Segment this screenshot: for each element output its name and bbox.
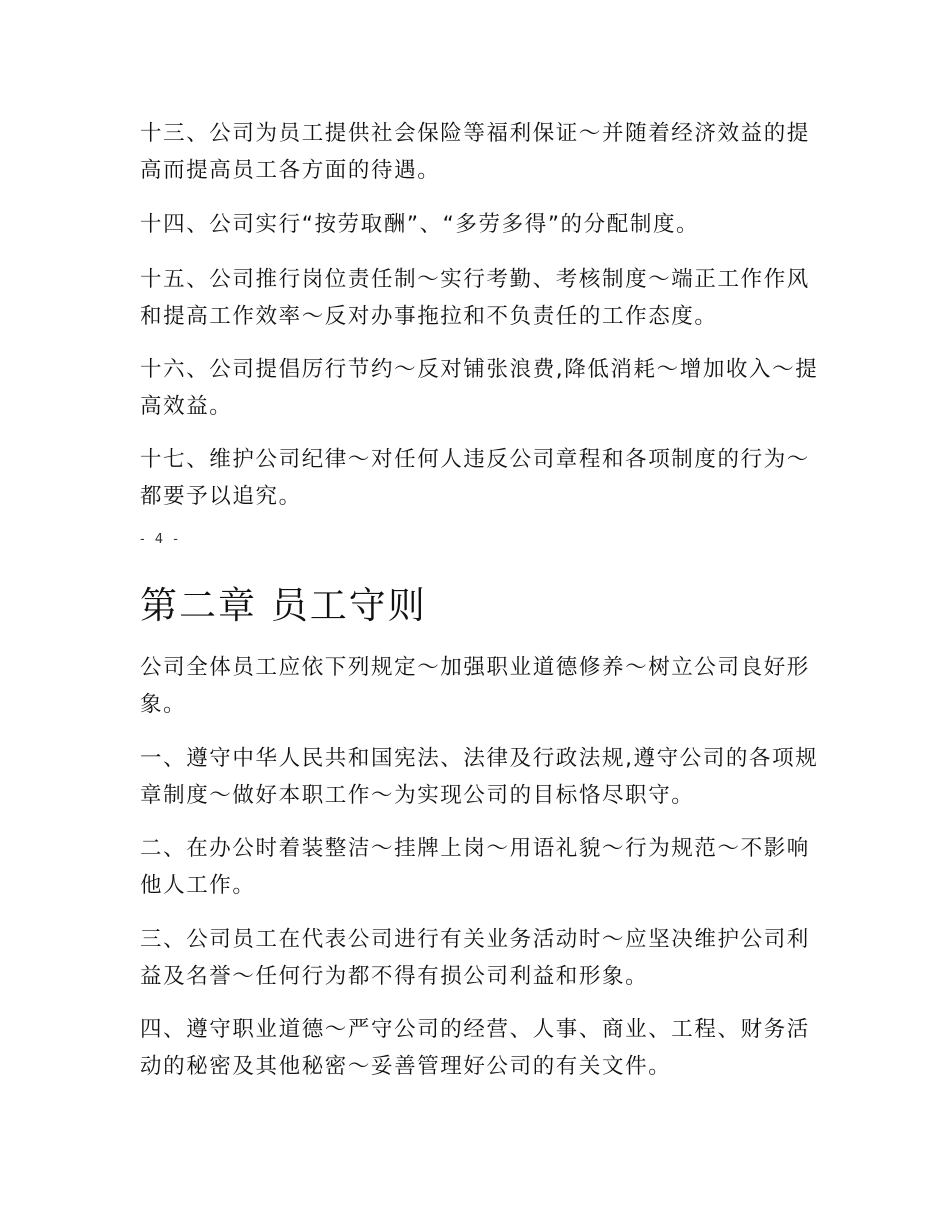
- rule-item-1: 一、遵守中华人民共和国宪法、法律及行政法规,遵守公司的各项规章制度～做好本职工作～为实现公司的目标恪尽职守。: [140, 746, 819, 808]
- chapter-title: 第二章 员工守则: [140, 584, 427, 627]
- rule-item-2: 二、在办公时着装整洁～挂牌上岗～用语礼貌～行为规范～不影响他人工作。: [140, 836, 810, 898]
- paragraph-item-17: 十七、维护公司纪律～对任何人违反公司章程和各项制度的行为～都要予以追究。: [140, 447, 810, 509]
- rule-item-4: 四、遵守职业道德～严守公司的经营、人事、商业、工程、财务活动的秘密及其他秘密～妥善管理好公司的有关文件。: [140, 1017, 810, 1079]
- paragraph-item-16: 十六、公司提倡厉行节约～反对铺张浪费,降低消耗～增加收入～提高效益。: [140, 357, 819, 419]
- paragraph-item-14: 十四、公司实行“按劳取酬”、“多劳多得”的分配制度。: [140, 212, 700, 237]
- paragraph-item-15: 十五、公司推行岗位责任制～实行考勤、考核制度～端正工作作风和提高工作效率～反对办事拖拉和不负责任的工作态度。: [140, 267, 810, 329]
- chapter-intro-paragraph: 公司全体员工应依下列规定～加强职业道德修养～树立公司良好形象。: [140, 655, 810, 717]
- rule-item-3: 三、公司员工在代表公司进行有关业务活动时～应坚决维护公司利益及名誉～任何行为都不得有损公司利益和形象。: [140, 927, 810, 989]
- page-number: - 4 -: [140, 532, 181, 547]
- paragraph-item-13: 十三、公司为员工提供社会保险等福利保证～并随着经济效益的提高而提高员工各方面的待遇。: [140, 121, 810, 183]
